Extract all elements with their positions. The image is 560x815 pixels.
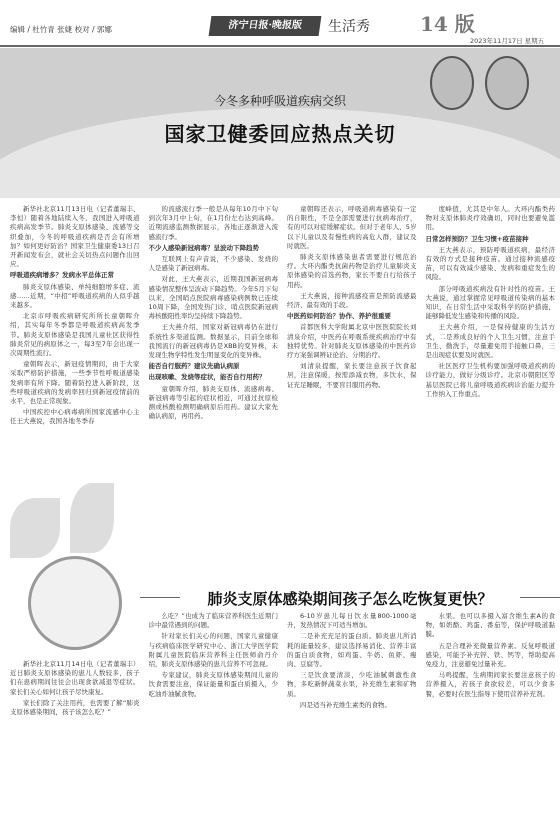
paragraph: 刘清泉提醒，家长要注意孩子饮食起居，注意保暖，按需添减衣物，多饮水，保证充足睡眠，不要盲目服用药物。	[287, 362, 417, 389]
paragraph: 王大燕说，接种流感疫苗是预防流感最经济、最有效的手段。	[287, 291, 417, 310]
issue-date: 2023年11月17日 星期五	[470, 37, 545, 45]
paragraph: 社区医疗卫生机构要加强呼吸道疾病的诊疗能力，做好分级诊疗。北京市朝阳区等基层医院已将儿童呼吸道疾病诊治能力提升工作纳入工作重点。	[425, 362, 555, 398]
paragraph: 度峰值，尤其是中年人。大环内酯类药物对支原体肺炎疗效确切，同时也要避免滥用。	[425, 205, 555, 232]
paragraph: 王大燕表示，预防呼吸道疾病，最经济有效的方式是接种疫苗。通过接种流感疫苗，可以有效减少感染、发病和重症发生的风险。	[425, 245, 555, 282]
article-headline: 国家卫健委回应热点关切	[164, 122, 396, 146]
header-rule	[0, 45, 560, 47]
paragraph: 童朝晖还表示，呼吸道病毒感染有一定的自限性，不是全部需要进行抗病毒治疗，有的可以对症缓解症状。但对于老年人、5岁以下儿童以及有慢性病的高危人群，建议及时就医。	[287, 205, 417, 250]
paragraph: 中国疾控中心病毒病所国家流感中心主任王大燕说，我国各地冬季春	[10, 408, 140, 426]
paragraph: 新华社北京11月14日电（记者董瑞丰）近日肺炎支原体感染的患儿人数较多，孩子们在患病期间往往会出现食欲减退等症状。家长们关心如何让孩子尽快康复。	[10, 660, 140, 696]
editor-credits: 编辑 / 杜竹青 张婕 校对 / 郭娜	[10, 25, 112, 34]
paragraph: 肺炎支原体感染、单纯细胞增多症、流感……近期，“中招”呼吸道疾病的人似乎越来越多。	[10, 282, 140, 310]
page-number: 14 版	[420, 12, 475, 36]
leaf-decoration	[70, 483, 114, 553]
section-subheading: 日常怎样预防？卫生习惯+疫苗接种	[425, 234, 529, 243]
text-column	[149, 205, 279, 475]
paragraph: 王大燕介绍，国家对新冠病毒仍在进行系统性多渠道监测。数据显示，目前全球和我国流行的新冠病毒仍是XBB的变异株，未发现生物学特性发生明显变化的变异株。	[148, 323, 278, 360]
paragraph: 针对家长们关心的问题，国家儿童健康与疾病临床医学研究中心、浙江大学医学院附属儿童医院临床营养科主任医师俞丹介绍，肺炎支原体感染的患儿营养不可忽视。	[148, 632, 278, 669]
paragraph: 肺炎支原体感染患者需要进行规范治疗。大环内酯类抗菌药物是治疗儿童肺炎支原体感染的首选药物，家长不要自行给孩子用药。	[287, 253, 417, 289]
text-column	[426, 612, 556, 812]
paragraph: 么吃？”也成为了临床营养科医生近期门诊中最常遇到的问题。	[148, 612, 278, 630]
text-column	[426, 205, 556, 475]
paragraph: 的流感流行季一般是从每年10月中下旬到次年3月中上旬，在1月份左右达到高峰。近期流感监测数据显示，各地正逐渐进入流感流行季。	[148, 205, 278, 241]
paragraph: 首都医科大学附属北京中医医院院长刘清泉介绍，中医药在呼吸系统疾病治疗中有独特优势。针对肺炎支原体感染的中医药诊疗方案强调辨证论治、分期治疗。	[287, 323, 417, 360]
top-article-body	[10, 205, 555, 475]
leaf-decoration	[10, 498, 60, 558]
text-column	[10, 205, 140, 475]
section-subheading: 出现咳嗽、发烧等症状，能否自行用药？	[148, 373, 266, 382]
paragraph: 专家建议，肺炎支原体感染期间儿童的饮食需要注意，保证能量和蛋白质摄入，少吃油炸油腻食物。	[148, 671, 278, 698]
section-subheading: 能否自行服药？建议先确认病原	[148, 362, 240, 371]
paragraph: 互联网上有声音说，不少感染、发烧的人是感染了新冠病毒。	[148, 255, 278, 273]
article-subtitle: 今冬多种呼吸道疾病交织	[213, 94, 346, 108]
paragraph: 王大燕介绍，一是保持健康的生活方式，二是养成良好的个人卫生习惯，注意手卫生、勤洗手，尽量避免用手接触口鼻，三是出现症状要及时就医。	[425, 323, 555, 360]
paragraph: 四是适当补充维生素类的食物。	[300, 700, 391, 709]
newspaper-logo: 济宁日报·晚报版	[209, 16, 322, 36]
page-header	[0, 0, 560, 48]
text-column	[149, 612, 279, 812]
paragraph: 二是补充充足的蛋白质。肺炎患儿所消耗的能量较多，建议选择易消化、营养丰富的蛋白质食物，如鸡蛋、牛奶、鱼虾、瘦肉、豆腐等。	[287, 632, 417, 669]
top-banner	[0, 48, 560, 198]
section-subheading: 中医药如何防治？协作、养护很重要	[287, 312, 391, 321]
section-name: 生活秀	[328, 19, 370, 35]
paragraph: 三是饮食要清淡，少吃油腻刺激性食物，多吃新鲜蔬菜水果，补充维生素和矿物质。	[287, 671, 417, 698]
paragraph: 童朝晖表示，新冠疫情期间，由于大家采取严格防护措施，一些季节性呼吸道感染发病率有所下降。随着防控进入新阶段，这些呼吸道疾病的发病率回归到新冠疫情前的水平，也是正常现象。	[10, 360, 140, 406]
headline-rule	[140, 597, 180, 598]
paragraph: 童朝晖介绍，肺炎支原体、流感病毒、新冠病毒等引起的症状相近，可通过抗原检测或核酸检测明确病原后用药。建议大家先确认病原，再用药。	[148, 384, 278, 421]
paragraph: 五是合理补充微量营养素。反复呼吸道感染，可能予补充锌、铁、钙等，帮助提高免疫力，注意避免过量补充。	[425, 641, 555, 669]
paragraph: 6-10岁患儿每日饮水量800-1000毫升，发热情况下可适当增加。	[287, 612, 417, 630]
paragraph: 水果。也可以多摄入富含维生素A的食物，如奶酪、鸡蛋、番茄等，保护呼吸道黏膜。	[425, 612, 555, 639]
text-column	[287, 205, 417, 475]
lower-article-body	[10, 612, 555, 812]
section-subheading: 不少人感染新冠病毒？呈波动下降趋势	[148, 243, 259, 252]
headline-rule	[520, 597, 560, 598]
section-subheading: 呼吸道疾病增多？发病水平总体正常	[10, 271, 114, 280]
paragraph: 部分呼吸道疾病没有针对性的疫苗。王大燕说，通过掌握常见呼吸道传染病的基本知识，在日常生活中采取科学的防护措施，能够降低发生感染和传播的风险。	[425, 284, 555, 321]
lower-article-headline	[150, 588, 550, 609]
paragraph: 北京市呼吸疾病研究所所长童朝晖介绍，其实每年冬季都是呼吸道疾病高发季节。肺炎支原体感染是我国儿童社区获得性肺炎常见的病原体之一，每3至7年会出现一次周期性流行。	[10, 312, 140, 358]
paragraph: 家长们除了关注用药，也需要了解“肺炎支原体感染期间，孩子该怎么吃？”	[10, 698, 140, 717]
paragraph: 马鸣提醒，生病期间家长要注意孩子的营养摄入，若孩子食欲较差，可以少食多餐，必要时在医生指导下使用营养补充剂。	[425, 671, 555, 698]
paragraph: 对此，王大燕表示，近期我国新冠病毒感染情况整体呈波动下降趋势。今年5月下旬以来，全国哨点医院病毒感染病例数已连续10周下降，全国发热门诊、哨点医院新冠病毒核酸阳性率均呈持续下降趋势。	[148, 275, 278, 321]
text-column	[287, 612, 417, 812]
lower-headline-text: 肺炎支原体感染期间孩子怎么吃恢复更快？	[207, 590, 493, 608]
text-column	[10, 612, 140, 812]
paragraph: 新华社北京11月13日电（记者董瑞丰、李恒）随着各地陆续入冬，我国进入呼吸道疾病高发季节。肺炎支原体感染、流感等交织叠加，今冬的呼吸道疾病是否会有所增加？如何更好防治？国家卫生健康委13日召开新闻发布会，就社会关切热点问题作出回应。	[10, 205, 140, 269]
